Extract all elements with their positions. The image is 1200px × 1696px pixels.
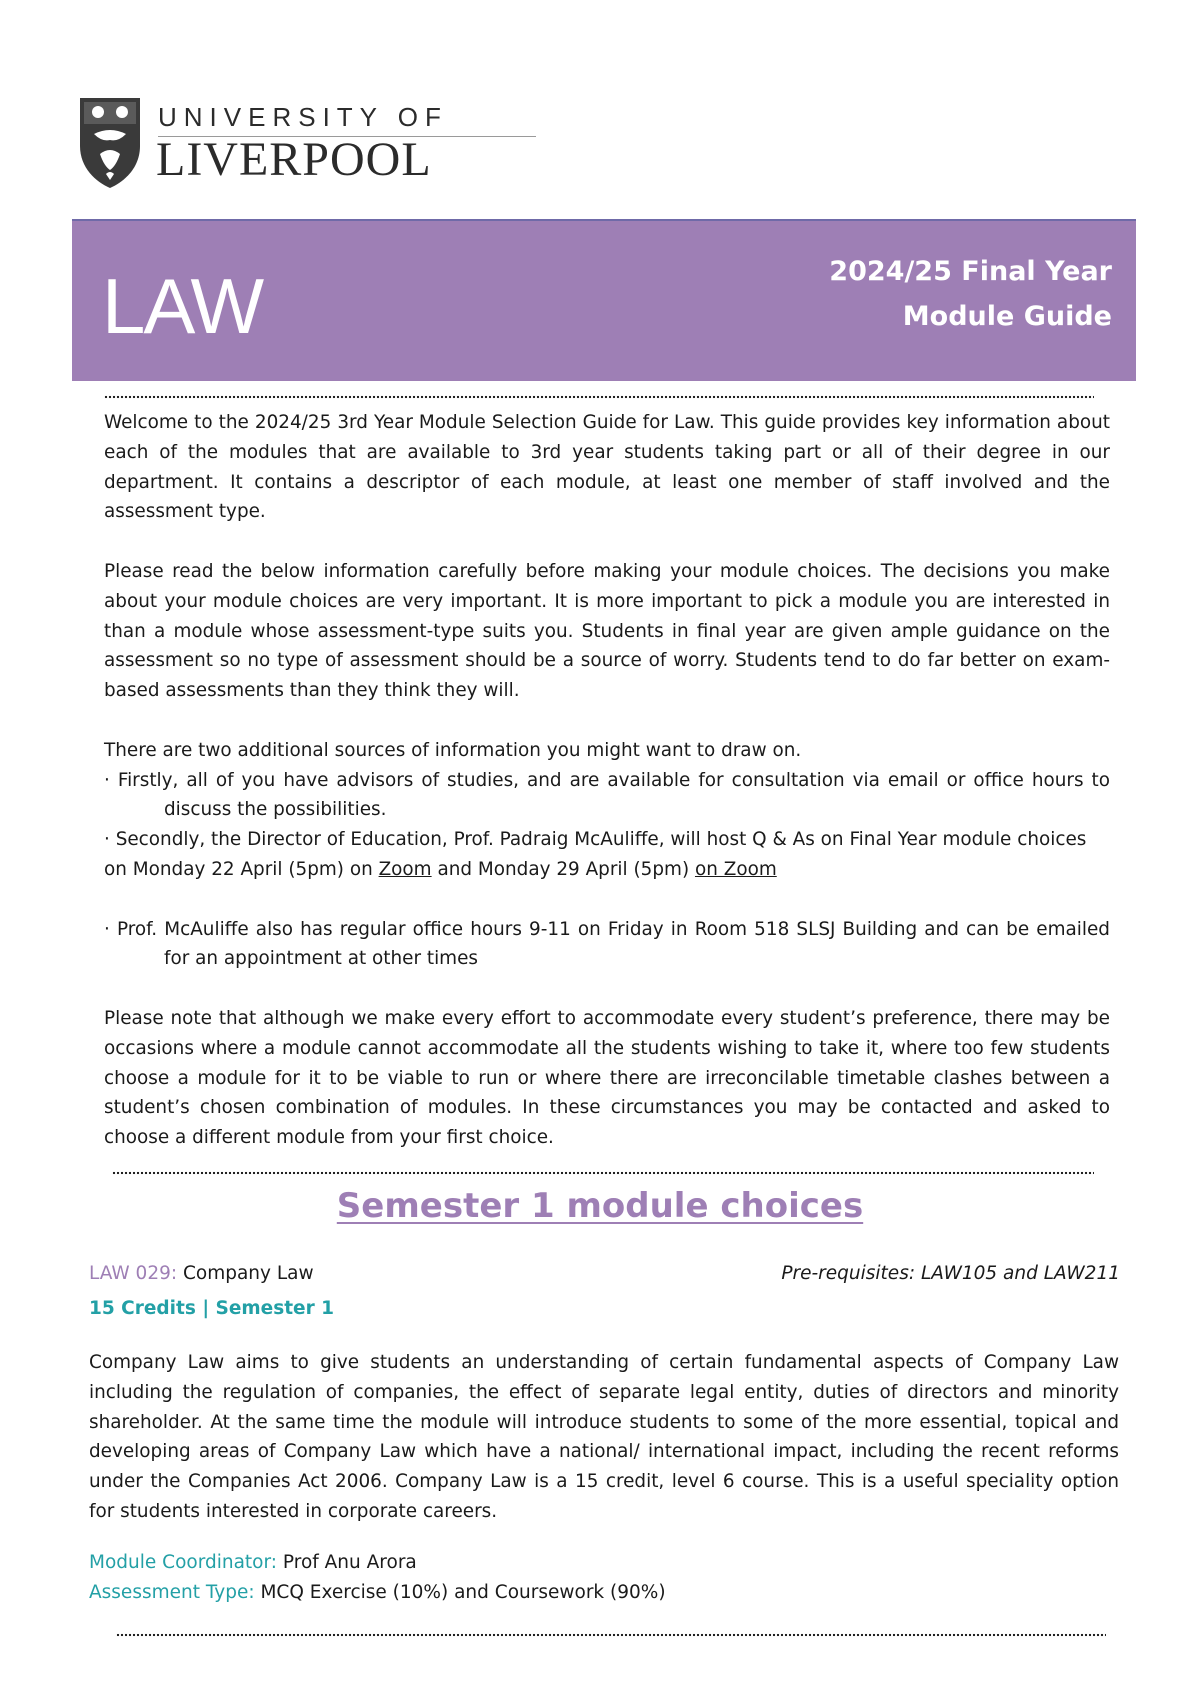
zoom-link-2[interactable]: on Zoom <box>694 858 777 880</box>
logo-line-2: LIVERPOOL <box>156 133 432 186</box>
logo-line-1: UNIVERSITY OF <box>158 102 448 132</box>
module-name: Company Law <box>177 1263 314 1284</box>
dotted-divider-top <box>104 394 1094 400</box>
banner-title-line-1: 2024/25 Final Year <box>829 256 1112 287</box>
coordinator-value: Prof Anu Arora <box>277 1552 417 1573</box>
module-credits: 15 Credits | Semester 1 <box>89 1298 335 1319</box>
intro-paragraph-4: Please note that although we make every effort to accommodate every student’s preference, there may be occasions where a module cannot accommodate all the students wishing to take it, where too few students choose a module for it to be viable to run or where there are irreconcilable timetable clashes between a student’s chosen combination of modules. In these circumstances you may be contacted and asked to choose a different module from your first choice. <box>104 1007 1110 1149</box>
module-code: LAW 029: <box>89 1263 178 1284</box>
banner-title-line-2: Module Guide <box>902 301 1112 332</box>
assessment-label: Assessment Type: <box>89 1582 255 1603</box>
module-prerequisites: Pre-requisites: LAW105 and LAW211 <box>781 1263 1120 1284</box>
banner-subject: LAW <box>102 262 263 350</box>
intro-bullet-3: · Prof. McAuliffe also has regular office hours 9-11 on Friday in Room 518 SLSJ Building and can be emailed for an appointment at other times <box>104 918 1110 970</box>
coordinator-label: Module Coordinator: <box>89 1552 278 1573</box>
module-description: Company Law aims to give students an understanding of certain fundamental aspects of Company Law including the regulation of companies, the effect of separate legal entity, duties of directors and minority shareholder. At the same time the module will introduce students to some of the more essential, topical and developing areas of Company Law which have a national/ international impact, including the recent reforms under the Companies Act 2006. Company Law is a 15 credit, level 6 course. This is a useful speciality option for students interested in corporate careers. <box>89 1352 1119 1522</box>
zoom-link-1[interactable]: Zoom <box>378 858 432 880</box>
intro-paragraph-3: There are two additional sources of information you might want to draw on. <box>104 739 802 761</box>
intro-paragraph-1: Welcome to the 2024/25 3rd Year Module Selection Guide for Law. This guide provides key information about each of the modules that are available to 3rd year students taking part or all of their degree in our department. It contains a descriptor of each module, at least one member of staff involved and the assessment type. <box>104 412 1110 523</box>
section-title: Semester 1 module choices <box>336 1186 864 1226</box>
banner-title <box>829 249 1112 339</box>
intro-bullet-2 <box>104 825 1110 885</box>
intro-bullet-2-mid: and Monday 29 April (5pm) <box>431 858 695 880</box>
module-heading <box>89 1263 314 1284</box>
module-assessment <box>89 1578 666 1608</box>
intro-paragraph-2: Please read the below information carefully before making your module choices. The decisions you make about your module choices are very important. It is more important to pick a module you are interested in than a module whose assessment-type suits you. Students in final year are given ample guidance on the assessment so no type of assessment should be a source of worry. Students tend to do far better on exam-based assessments than they think they will. <box>104 560 1110 702</box>
intro-section <box>104 408 1110 1183</box>
dotted-divider-middle <box>112 1170 1094 1176</box>
intro-bullet-1: · Firstly, all of you have advisors of studies, and are available for consultation via email or office hours to discuss the possibilities. <box>104 769 1110 821</box>
intro-bullet-2-text: · Secondly, the Director of Education, Prof. Padraig McAuliffe, will host Q & As on Final Year module choices on Monday 22 April (5pm) on <box>104 829 1087 880</box>
module-coordinator <box>89 1548 666 1578</box>
liverpool-crest-icon <box>78 96 142 190</box>
title-banner <box>72 219 1136 381</box>
module-details <box>89 1548 666 1608</box>
university-logo <box>78 96 478 192</box>
dotted-divider-bottom <box>116 1632 1106 1638</box>
assessment-value: MCQ Exercise (10%) and Coursework (90%) <box>254 1582 666 1603</box>
